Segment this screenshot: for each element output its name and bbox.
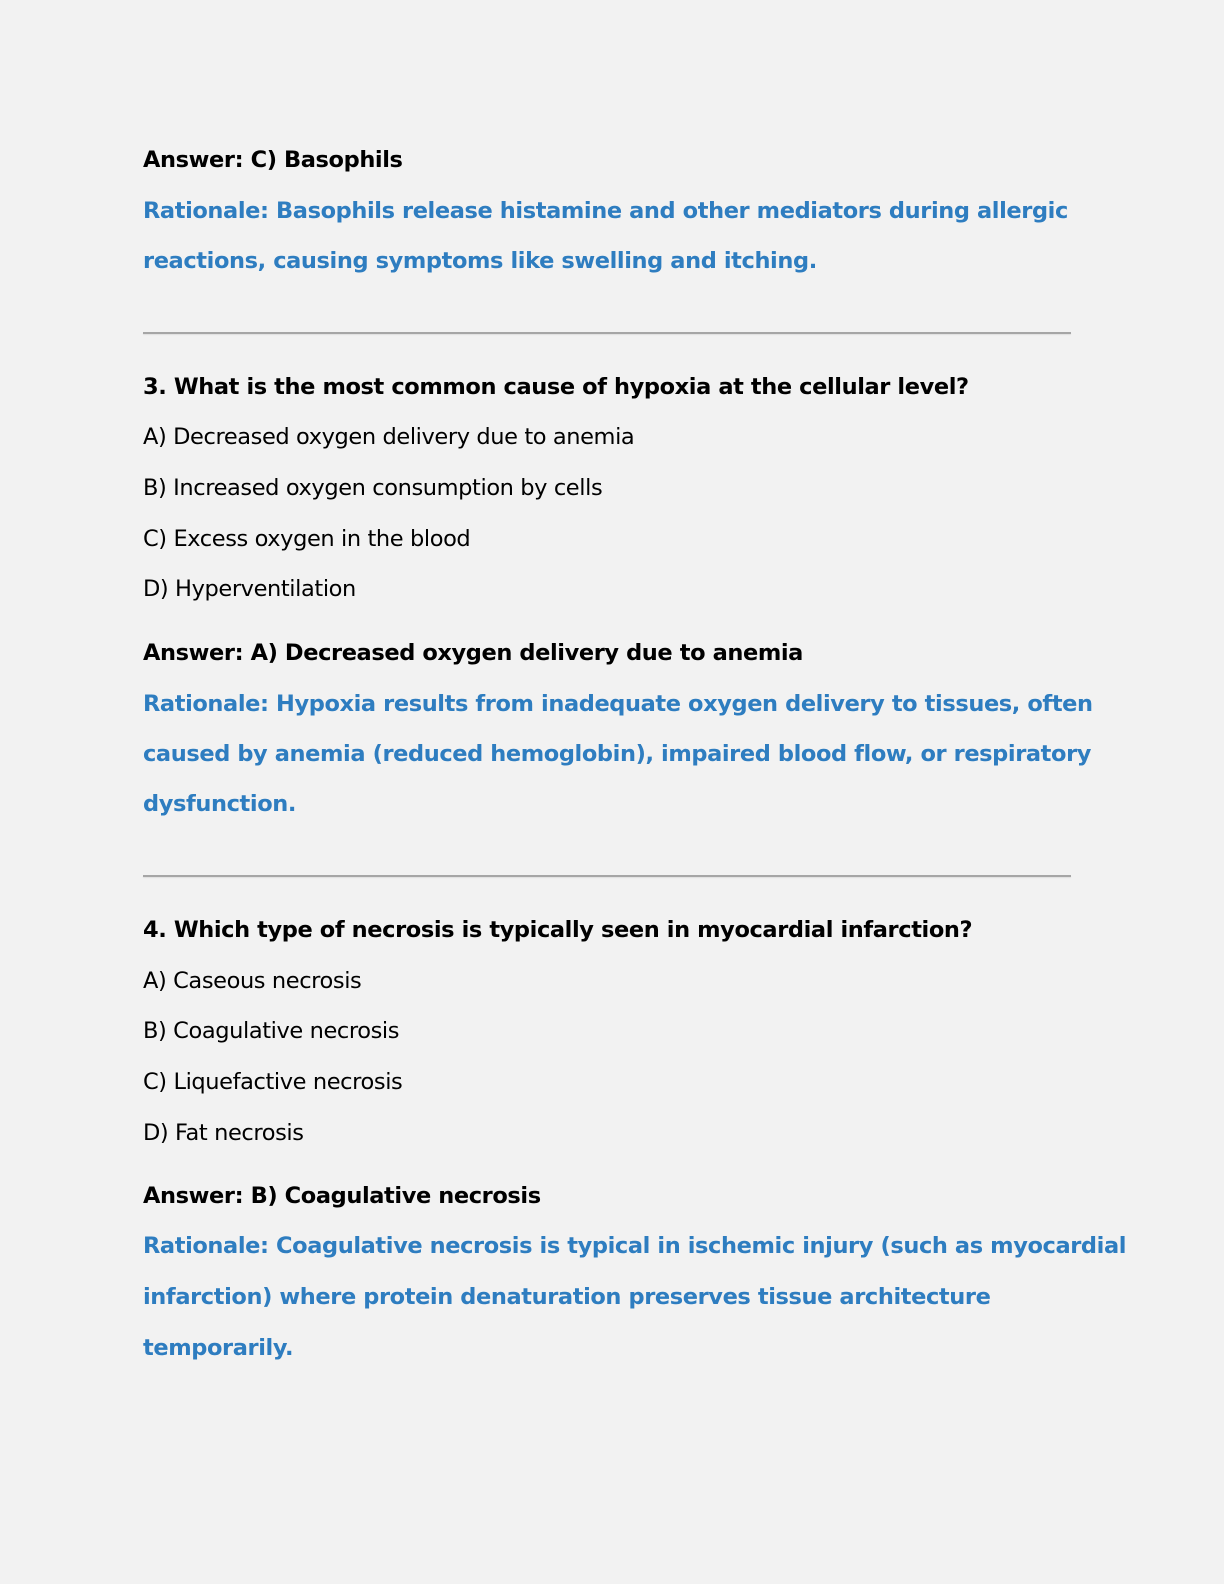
section-divider	[143, 332, 1071, 334]
rationale-q4-line-3: temporarily.	[143, 1335, 294, 1361]
answer-q4: Answer: B) Coagulative necrosis	[143, 1183, 541, 1209]
question-3: 3. What is the most common cause of hypoxia at the cellular level?	[143, 374, 969, 400]
rationale-q3-line-1: Rationale: Hypoxia results from inadequate oxygen delivery to tissues, often	[143, 691, 1093, 717]
q4-option-c: C) Liquefactive necrosis	[143, 1069, 403, 1095]
q4-option-b: B) Coagulative necrosis	[143, 1018, 400, 1044]
q3-option-b: B) Increased oxygen consumption by cells	[143, 475, 603, 501]
q3-option-a: A) Decreased oxygen delivery due to anemia	[143, 424, 635, 450]
rationale-q3-line-2: caused by anemia (reduced hemoglobin), impaired blood flow, or respiratory	[143, 741, 1092, 767]
rationale-q4-line-2: infarction) where protein denaturation preserves tissue architecture	[143, 1284, 991, 1310]
answer-q3: Answer: A) Decreased oxygen delivery due to anemia	[143, 640, 803, 666]
rationale-q2-line-2: reactions, causing symptoms like swelling and itching.	[143, 248, 817, 274]
rationale-q4-line-1: Rationale: Coagulative necrosis is typical in ischemic injury (such as myocardial	[143, 1233, 1127, 1259]
q4-option-a: A) Caseous necrosis	[143, 968, 362, 994]
question-4: 4. Which type of necrosis is typically seen in myocardial infarction?	[143, 917, 973, 943]
rationale-q2-line-1: Rationale: Basophils release histamine and other mediators during allergic	[143, 198, 1068, 224]
section-divider	[143, 875, 1071, 877]
answer-q2: Answer: C) Basophils	[143, 147, 403, 173]
document-page	[143, 0, 1127, 1584]
rationale-q3-line-3: dysfunction.	[143, 791, 297, 817]
q4-option-d: D) Fat necrosis	[143, 1120, 304, 1146]
q3-option-d: D) Hyperventilation	[143, 576, 356, 602]
q3-option-c: C) Excess oxygen in the blood	[143, 526, 471, 552]
